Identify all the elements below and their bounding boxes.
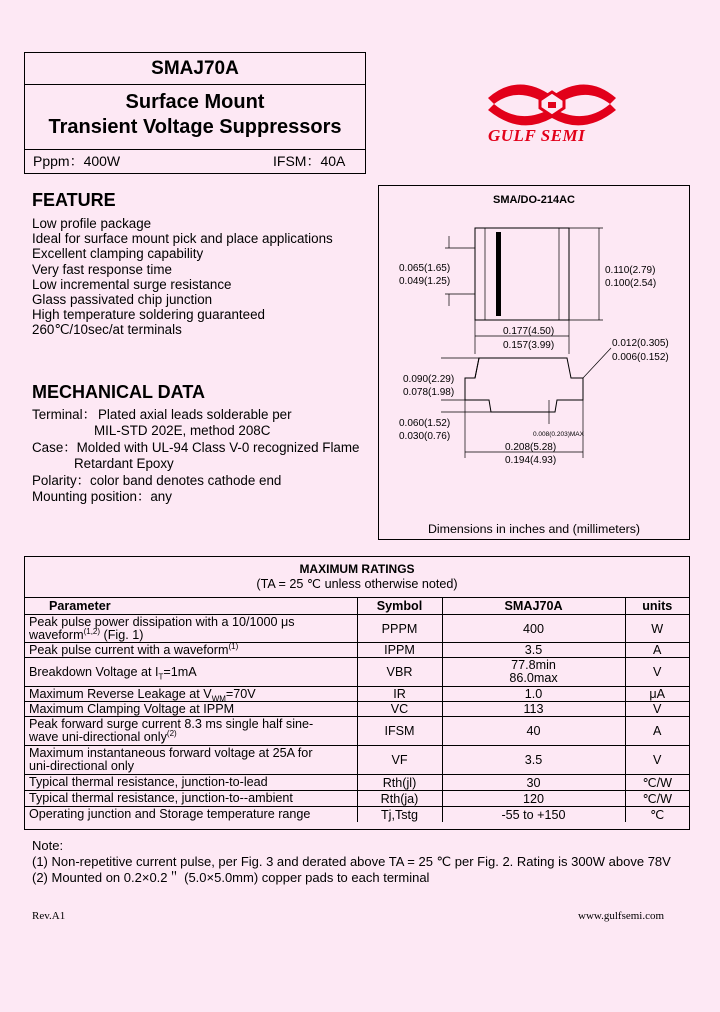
param-text: Breakdown Voltage at I bbox=[29, 664, 159, 679]
mounting-line: Mounting position：any bbox=[32, 489, 172, 505]
dim-label: 0.065(1.65) bbox=[399, 263, 451, 274]
table-row bbox=[25, 687, 689, 702]
table-row bbox=[25, 791, 689, 807]
terminal-text: Plated axial leads solderable per bbox=[98, 407, 292, 422]
terminal-line-2: MIL-STD 202E, method 208C bbox=[94, 423, 271, 439]
column-header: units bbox=[625, 598, 689, 615]
param-text: (Fig. 1) bbox=[100, 627, 144, 642]
case-line-2: Retardant Epoxy bbox=[74, 456, 174, 472]
value-cell: 400 bbox=[442, 615, 625, 643]
value-cell bbox=[442, 658, 625, 687]
feature-item: Ideal for surface mount pick and place applications bbox=[32, 231, 333, 247]
param-line bbox=[29, 626, 353, 642]
value-cell: 1.0 bbox=[442, 687, 625, 702]
param-text: wave uni-directional only bbox=[29, 730, 167, 744]
unit-cell: W bbox=[625, 615, 689, 643]
package-outline-drawing bbox=[379, 186, 689, 516]
value-cell: 3.5 bbox=[442, 643, 625, 658]
package-top-view bbox=[475, 228, 569, 320]
terminal-label: Terminal： bbox=[32, 407, 96, 422]
value-cell: -55 to +150 bbox=[442, 807, 625, 823]
table-row bbox=[25, 643, 689, 658]
param-cell: Typical thermal resistance, junction-to-lead bbox=[25, 775, 357, 791]
mechanical-title: MECHANICAL DATA bbox=[32, 382, 205, 402]
unit-cell: V bbox=[625, 746, 689, 775]
terminal-line-1 bbox=[32, 407, 372, 423]
note-1: (1) Non-repetitive current pulse, per Fig. 3 and derated above TA = 25 ℃ per Fig. 2. Rating is 300W above 78V bbox=[32, 854, 671, 869]
value-line: 86.0max bbox=[509, 671, 558, 685]
param-cell bbox=[25, 615, 357, 643]
dim-label: 0.090(2.29) bbox=[403, 374, 455, 385]
pppm-spec: Pppm：400W bbox=[33, 153, 121, 169]
table-row bbox=[25, 746, 689, 775]
feature-item: Low profile package bbox=[32, 216, 152, 231]
table-row bbox=[25, 658, 689, 687]
product-title bbox=[25, 84, 365, 150]
unit-cell: ℃/W bbox=[625, 791, 689, 807]
unit-cell: ℃/W bbox=[625, 775, 689, 791]
value-line: 77.8min bbox=[511, 658, 556, 672]
ifsm-spec: IFSM：40A bbox=[273, 153, 346, 169]
param-sup: (2) bbox=[166, 728, 177, 738]
revision: Rev.A1 bbox=[32, 910, 66, 922]
param-sub: T bbox=[158, 672, 164, 682]
dim-label: 0.110(2.79) bbox=[605, 265, 656, 276]
dim-label: 0.006(0.152) bbox=[612, 352, 669, 363]
param-cell: Operating junction and Storage temperature range bbox=[25, 807, 357, 823]
param-line: Maximum instantaneous forward voltage at 25A for bbox=[29, 746, 313, 760]
key-specs bbox=[25, 150, 365, 174]
symbol-cell: PPPM bbox=[357, 615, 442, 643]
param-cell bbox=[25, 687, 357, 702]
notes bbox=[32, 838, 692, 886]
symbol-cell: Tj,Tstg bbox=[357, 807, 442, 823]
unit-cell: A bbox=[625, 643, 689, 658]
case-line-1: Case：Molded with UL-94 Class V-0 recognized Flame bbox=[32, 439, 360, 455]
param-cell: Typical thermal resistance, junction-to--ambient bbox=[25, 791, 357, 807]
value-cell: 3.5 bbox=[442, 746, 625, 775]
column-header: Symbol bbox=[357, 598, 442, 615]
param-sub: WM bbox=[211, 694, 226, 704]
mechanical-list bbox=[32, 407, 372, 505]
unit-cell: μA bbox=[625, 687, 689, 702]
param-text: =70V bbox=[225, 686, 256, 701]
column-header: Parameter bbox=[25, 598, 357, 615]
note-2: (2) Mounted on 0.2×0.2＂ (5.0×5.0mm) copper pads to each terminal bbox=[32, 870, 430, 885]
dim-label: 0.049(1.25) bbox=[399, 276, 451, 287]
table-header-row bbox=[25, 598, 689, 615]
dim-label: 0.100(2.54) bbox=[605, 278, 657, 289]
param-cell bbox=[25, 717, 357, 746]
part-number: SMAJ70A bbox=[25, 53, 365, 85]
value-cell: 30 bbox=[442, 775, 625, 791]
column-header: SMAJ70A bbox=[442, 598, 625, 615]
value-cell: 120 bbox=[442, 791, 625, 807]
maximum-ratings-table bbox=[24, 556, 690, 830]
dimension-caption: Dimensions in inches and (millimeters) bbox=[427, 522, 641, 536]
unit-cell: V bbox=[625, 702, 689, 717]
param-cell bbox=[25, 658, 357, 687]
dim-label: 0.060(1.52) bbox=[399, 418, 451, 429]
title-line-2: Transient Voltage Suppressors bbox=[48, 116, 342, 138]
package-side-view bbox=[465, 358, 583, 412]
ratings-grid bbox=[25, 597, 689, 822]
symbol-cell: VF bbox=[357, 746, 442, 775]
symbol-cell: VBR bbox=[357, 658, 442, 687]
feature-item: Low incremental surge resistance bbox=[32, 276, 232, 292]
unit-cell: ℃ bbox=[625, 807, 689, 823]
param-line: uni-directional only bbox=[29, 759, 135, 773]
symbol-cell: Rth(ja) bbox=[357, 791, 442, 807]
feature-item: Excellent clamping capability bbox=[32, 246, 204, 262]
param-line bbox=[29, 728, 353, 744]
feature-item: High temperature soldering guaranteed bbox=[32, 307, 265, 323]
logo-brand-text: GULF SEMI bbox=[488, 126, 586, 145]
unit-cell: A bbox=[625, 717, 689, 746]
package-name: SMA/DO-214AC bbox=[493, 194, 575, 206]
dim-label: 0.157(3.99) bbox=[503, 340, 555, 351]
value-cell: 113 bbox=[442, 702, 625, 717]
cathode-band bbox=[496, 232, 501, 316]
param-line: Peak forward surge current 8.3 ms single half sine- bbox=[29, 717, 314, 731]
value-cell: 40 bbox=[442, 717, 625, 746]
dim-label: 0.078(1.98) bbox=[403, 387, 455, 398]
param-sup: (1) bbox=[228, 641, 239, 651]
param-text: Maximum Reverse Leakage at V bbox=[29, 686, 212, 701]
dim-label: 0.177(4.50) bbox=[503, 326, 555, 337]
notes-title: Note: bbox=[32, 838, 64, 853]
param-text: Peak pulse current with a waveform bbox=[29, 642, 229, 657]
table-row bbox=[25, 702, 689, 717]
param-line: Peak pulse power dissipation with a 10/1000 μs bbox=[29, 614, 295, 629]
symbol-cell: Rth(jl) bbox=[357, 775, 442, 791]
header-box bbox=[24, 52, 366, 174]
ratings-title: MAXIMUM RATINGS bbox=[299, 562, 415, 576]
dim-label: 0.194(4.93) bbox=[505, 455, 557, 466]
param-cell bbox=[25, 746, 357, 775]
feature-item: 260℃/10sec/at terminals bbox=[32, 322, 182, 338]
dim-label: 0.012(0.305) bbox=[612, 338, 669, 349]
dim-label: 0.008(0.203)MAX bbox=[533, 431, 584, 438]
title-line-1: Surface Mount bbox=[125, 91, 265, 113]
feature-title: FEATURE bbox=[32, 190, 116, 210]
table-row bbox=[25, 615, 689, 643]
dim-label: 0.208(5.28) bbox=[505, 442, 557, 453]
polarity-line: Polarity：color band denotes cathode end bbox=[32, 472, 282, 488]
table-row bbox=[25, 717, 689, 746]
param-text: waveform bbox=[29, 627, 84, 642]
feature-list bbox=[32, 216, 333, 338]
symbol-cell: IR bbox=[357, 687, 442, 702]
param-cell bbox=[25, 643, 357, 658]
param-cell: Maximum Clamping Voltage at IPPM bbox=[25, 702, 357, 717]
table-row bbox=[25, 775, 689, 791]
symbol-cell: VC bbox=[357, 702, 442, 717]
symbol-cell: IPPM bbox=[357, 643, 442, 658]
param-sup: (1,2) bbox=[83, 626, 101, 636]
package-drawing-box bbox=[378, 185, 690, 540]
gulf-semi-logo bbox=[478, 78, 628, 148]
website-link[interactable]: www.gulfsemi.com bbox=[578, 910, 665, 922]
unit-cell: V bbox=[625, 658, 689, 687]
feature-item: Very fast response time bbox=[32, 261, 172, 277]
dim-label: 0.030(0.76) bbox=[399, 431, 451, 442]
ratings-subtitle: (TA = 25 ℃ unless otherwise noted) bbox=[256, 577, 458, 591]
symbol-cell: IFSM bbox=[357, 717, 442, 746]
param-text: =1mA bbox=[163, 664, 197, 679]
feature-item: Glass passivated chip junction bbox=[32, 292, 213, 308]
table-row bbox=[25, 807, 689, 823]
